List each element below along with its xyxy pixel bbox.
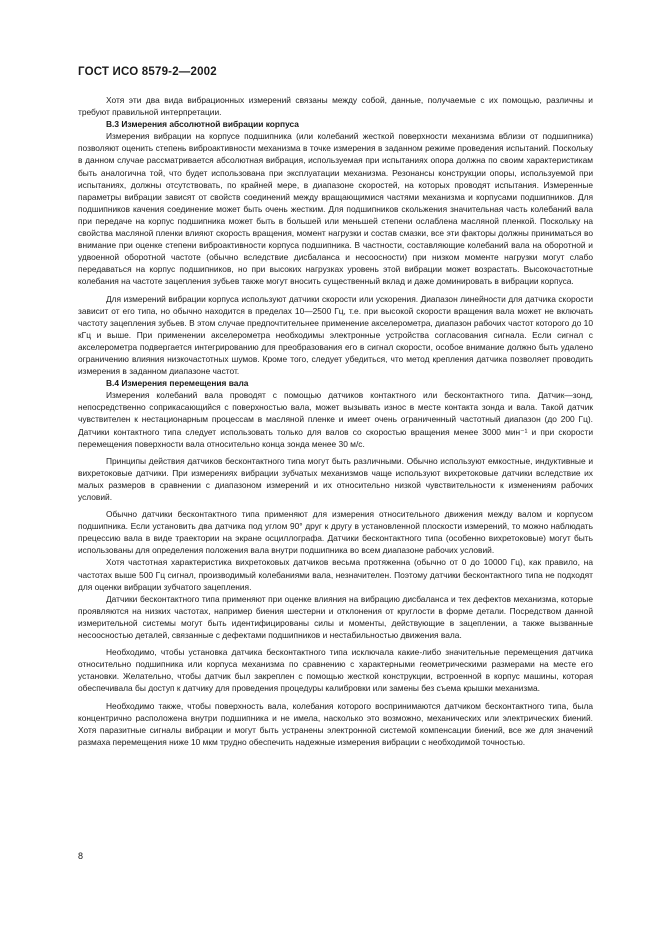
paragraph: Принципы действия датчиков бесконтактного типа могут быть различными. Обычно используют емкостные, индуктивные и вихретоковые датчики. При измерениях вибрации зубчатых механизмов чаще используют вихретоковые датчики вследствие их малых размеров в сравнении с диапазоном измерений и их относительно низкой чувствительности к изменениям рабочих условий. [78,455,593,502]
paragraph: Датчики бесконтактного типа применяют при оценке влияния на вибрацию дисбаланса и тех дефектов механизма, которые проявляются на низких частотах, например биения шестерни и отклонения от круглости в форме детали. Посредством данной измерительной системы могут быть идентифицированы силы и моменты, действующие в зацеплении, а также вызванные несоосностью деталей, связанные с дефектами подшипников и нестабильностью движения вала. [78,593,593,641]
paragraph: Необходимо также, чтобы поверхность вала, колебания которого воспринимаются датчиком бесконтактного типа, была концентрично расположена внутри подшипника и не имела, насколько это возможно, механических или электрических биений. Хотя паразитные сигналы вибрации и могут быть устранены электронной системой компенсации биений, все же для значений размаха перемещения ниже 10 мкм трудно обеспечить надежные измерения вибрации с необходимой точностью. [78,700,593,747]
paragraph: Необходимо, чтобы установка датчика бесконтактного типа исключала какие-либо значительные перемещения датчика относительно подшипника или корпуса механизма по сравнению с характерными геометрическими размерами на месте его установки. Желательно, чтобы датчик был закреплен с помощью жесткой конструкции, встроенной в корпус машины, которая обеспечивала бы доступ к датчику для проведения процедуры калибровки или замены без съема крышки механизма. [78,647,593,694]
paragraph: Измерения вибрации на корпусе подшипника (или колебаний жесткой поверхности механизма вблизи от подшипника) позволяют оценить степень виброактивности механизма в точке измерения в заданном режиме проведения испытаний. Поскольку в данном случае рассматривается абсолютная вибрация, используемая при испытаниях опора должна по своим характеристикам быть аналогична той, что будет использована при эксплуатации механизма. Резонансы конструкции опоры, используемой при испытаниях, должны отсутствовать, по крайней мере, в диапазоне скоростей, на которых проводят испытания. Измеренные параметры вибрации зависят от свойств соединений между вращающимися частями механизма и корпусами подшипников. Для подшипников качения соединение может быть очень жестким. Для подшипников скольжения значительная часть колебаний вала при передаче на корпус подшипника может быть в большей или меньшей степени ослаблена масляной пленкой. Поскольку на свойства масляной пленки влияют скорость вращения, момент нагрузки и состав смазки, все эти факторы должны приниматься во внимание при оценке степени виброактивности корпуса подшипника. В частности, составляющие колебаний вала на оборотной и удвоенной оборотной частоте (обычно вследствие дисбаланса и несоосности) при низком моменте нагрузки могут слабо передаваться на корпус подшипников, но при высоких нагрузках уровень этой вибрации может возрастать. Высокочастотные колебания на частоте зацепления зубьев также могут вносить существенный вклад и даже доминировать в вибрации корпуса. [78,131,593,287]
section-heading-b4: В.4 Измерения перемещения вала [106,378,249,389]
paragraph: Хотя частотная характеристика вихретоковых датчиков весьма протяженна (обычно от 0 до 10000 Гц), как правило, на частотах выше 500 Гц сигнал, производимый колебаниями вала, незначителен. Поэтому датчики бесконтактного типа не подходят для оценки вибрации зубчатого зацепления. [78,557,593,592]
document-header: ГОСТ ИСО 8579-2—2002 [78,66,217,78]
paragraph: Хотя эти два вида вибрационных измерений связаны между собой, данные, получаемые с их помощью, различны и требуют правильной интерпретации. [78,95,593,118]
page-number: 8 [78,851,84,861]
paragraph: Измерения колебаний вала проводят с помощью датчиков контактного или бесконтактного типа. Датчик—зонд, непосредственно соприкасающийся с поверхностью вала, может вызывать износ в месте контакта зонда и вала. Такой датчик чувствителен к нестационарным процессам в масляной пленке и имеет очень ограниченный частотный диапазон (до 200 Гц). Датчики контактного типа следует использовать только для валов со скоростью вращения менее 3000 мин⁻¹ и при скорости перемещения поверхности вала относительно конца зонда менее 30 м/с. [78,390,593,449]
document-body [78,94,593,753]
paragraph: Для измерений вибрации корпуса используют датчики скорости или ускорения. Диапазон линейности для датчика скорости зависит от его типа, но обычно находится в пределах 10—2500 Гц, т.е. при высокой скорости вращения вала может не включать частоту зацепления зубьев. В этом случае предпочтительнее применение акселерометра, диапазон рабочих частот которого до 10 кГц и выше. При применении акселерометра необходимы электронные устройства согласования сигнала. Если сигнал с акселерометра подвергается интегрированию для преобразования его в сигнал скорости, особое внимание должно быть удалено ограничению влияния низкочастотных шумов. Кроме того, следует убедиться, что метод крепления датчика позволяет проводить измерения в заданном диапазоне частот. [78,293,593,377]
section-heading-b3: В.3 Измерения абсолютной вибрации корпуса [106,119,299,130]
paragraph: Обычно датчики бесконтактного типа применяют для измерения относительного движения между валом и корпусом подшипника. Если установить два датчика под углом 90° друг к другу в установленной плоскости измерений, то можно наблюдать прецессию вала в виде траектории на экране осциллографа. Датчики бесконтактного типа (особенно вихретоковые) могут быть использованы для определения положения вала внутри подшипника во всем диапазоне рабочих условий. [78,509,593,556]
